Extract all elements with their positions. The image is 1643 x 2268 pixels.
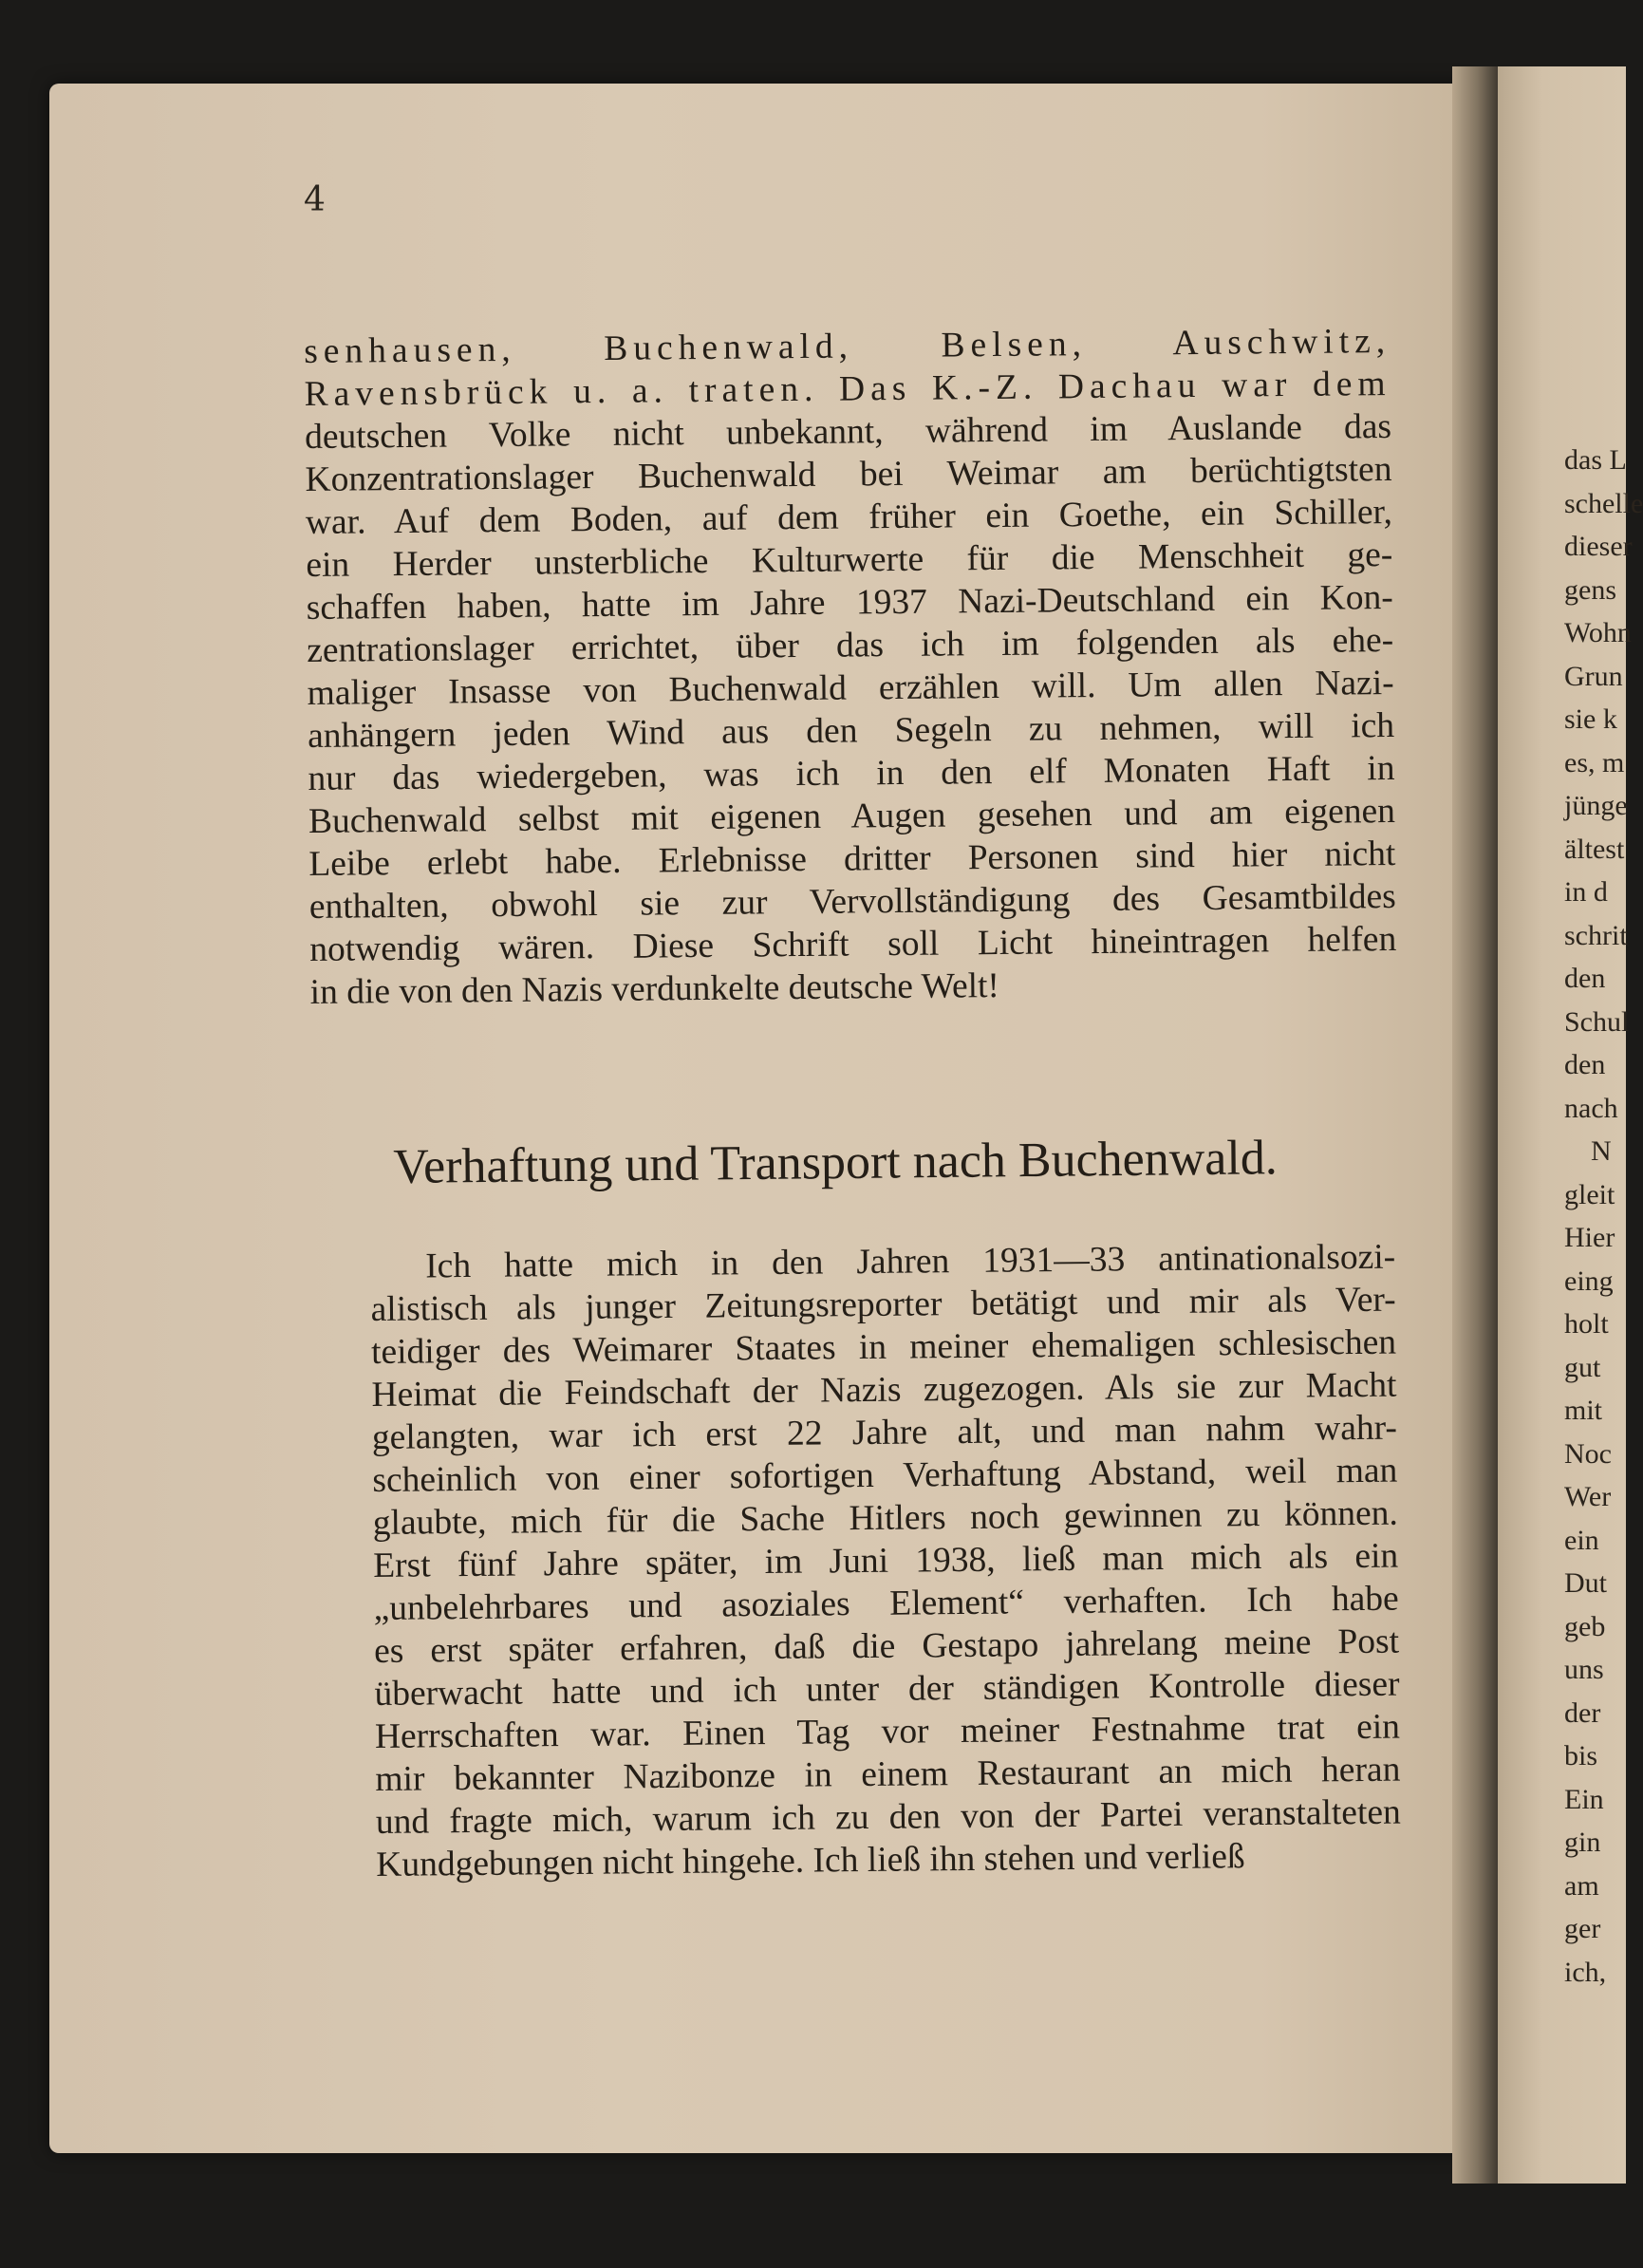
facing-text-line: ältest	[1564, 833, 1625, 865]
text-line: Konzentrationslager Buchenwald bei Weimar am berüchtigtsten	[305, 450, 1392, 499]
facing-text-line: Ein	[1564, 1783, 1604, 1815]
facing-text-line: Noc	[1564, 1437, 1612, 1470]
facing-text-line: mit	[1564, 1395, 1603, 1426]
text-line: Erst fünf Jahre später, im Juni 1938, ließ man mich als ein	[373, 1536, 1399, 1585]
text-line: notwendig wären. Diese Schrift soll Licht hineintragen helfen	[309, 919, 1397, 969]
facing-text-line: dieser	[1564, 531, 1633, 562]
facing-text-line: schelle	[1564, 487, 1643, 519]
section-heading: Verhaftung und Transport nach Buchenwald.	[393, 1131, 1279, 1194]
facing-text-line: Hier	[1564, 1222, 1615, 1253]
facing-text-line: gut	[1564, 1351, 1601, 1383]
facing-text-line: in d	[1564, 876, 1608, 908]
facing-text-line: sie k	[1564, 703, 1617, 735]
facing-text-line: uns	[1564, 1654, 1604, 1685]
facing-page	[1498, 66, 1643, 2184]
text-line: mir bekannter Nazibonze in einem Restaurant an mich heran	[375, 1750, 1401, 1799]
text-line: zentrationslager errichtet, über das ich im folgenden als ehe-	[307, 620, 1394, 670]
text-line: maliger Insasse von Buchenwald erzählen will. Um allen Nazi-	[307, 663, 1394, 713]
facing-text-line: Wohn	[1564, 617, 1632, 648]
facing-text-line: gin	[1564, 1827, 1601, 1858]
facing-text-line: geb	[1564, 1610, 1606, 1642]
facing-text-line: jünge	[1564, 790, 1628, 821]
facing-text-line: es, m	[1564, 746, 1625, 778]
facing-text-line: ein	[1564, 1524, 1599, 1556]
facing-text-line: Wer	[1564, 1481, 1612, 1512]
facing-text-line: Schul	[1564, 1005, 1630, 1038]
text-line: teidiger des Weimarer Staates in meiner ehemaligen schlesischen	[370, 1322, 1397, 1372]
facing-text-line: das L	[1564, 444, 1627, 476]
text-line: Heimat die Feindschaft der Nazis zugezogen. Als sie zur Macht	[371, 1365, 1397, 1415]
text-line: senhausen, Buchenwald, Belsen, Auschwitz,	[304, 322, 1391, 371]
facing-text-line: schrit	[1564, 919, 1628, 951]
facing-text-line: gens	[1564, 573, 1616, 606]
text-line: deutschen Volke nicht unbekannt, während im Auslande das	[304, 407, 1392, 457]
facing-text-line: den	[1564, 963, 1606, 994]
book-gutter	[1452, 66, 1500, 2184]
facing-text-line: den	[1564, 1049, 1606, 1080]
facing-text-line: Dut	[1564, 1567, 1607, 1599]
text-line: es erst später erfahren, daß die Gestapo jahrelang meine Post	[373, 1621, 1400, 1671]
text-line: Ich hatte mich in den Jahren 1931—33 antinationalsozi-	[425, 1237, 1396, 1286]
text-line: Buchenwald selbst mit eigenen Augen gesehen und am eigenen	[308, 791, 1396, 841]
text-line: in die von den Nazis verdunkelte deutsche Welt!	[309, 965, 1000, 1012]
text-line: Ravensbrück u. a. traten. Das K.-Z. Dachau war dem	[304, 365, 1391, 414]
text-line: schaffen haben, hatte im Jahre 1937 Nazi-Deutschland ein Kon-	[306, 577, 1393, 628]
text-line: war. Auf dem Boden, auf dem früher ein Goethe, ein Schiller,	[305, 493, 1393, 542]
facing-page-text	[1564, 439, 1643, 1994]
facing-text-line: der	[1564, 1696, 1601, 1729]
text-line: Kundgebungen nicht hingehe. Ich ließ ihn stehen und verließ	[376, 1837, 1245, 1884]
text-line: alistisch als junger Zeitungsreporter betätigt und mir als Ver-	[370, 1280, 1396, 1329]
text-line: enthalten, obwohl sie zur Vervollständigung des Gesamtbildes	[308, 876, 1396, 927]
text-line: gelangten, war ich erst 22 Jahre alt, und man nahm wahr-	[371, 1408, 1398, 1457]
facing-text-line: am	[1564, 1869, 1599, 1902]
facing-text-line: eing	[1564, 1265, 1614, 1297]
text-line: nur das wiedergeben, was ich in den elf Monaten Haft in	[308, 748, 1395, 798]
text-line: und fragte mich, warum ich zu den von der Partei veranstalteten	[375, 1792, 1401, 1842]
facing-text-line: holt	[1564, 1308, 1609, 1340]
facing-text-line: gleit	[1564, 1178, 1615, 1210]
facing-text-line: ger	[1564, 1913, 1601, 1944]
text-line: „unbelehrbares und asoziales Element“ verhaften. Ich habe	[373, 1579, 1399, 1628]
text-line: überwacht hatte und ich unter der ständigen Kontrolle dieser	[374, 1664, 1400, 1714]
page-number: 4	[304, 180, 326, 219]
facing-text-line: Grun	[1564, 660, 1623, 692]
facing-text-line: bis	[1564, 1740, 1598, 1771]
intro-paragraph	[304, 320, 1397, 1014]
facing-text-line: N	[1591, 1135, 1612, 1167]
facing-text-line: ich,	[1564, 1956, 1607, 1988]
text-line: anhängern jeden Wind aus den Segeln zu nehmen, will ich	[307, 705, 1395, 756]
facing-text-line: nach	[1564, 1092, 1618, 1124]
text-line: Leibe erlebt habe. Erlebnisse dritter Personen sind hier nicht	[308, 834, 1396, 884]
text-line: scheinlich von einer sofortigen Verhaftung Abstand, weil man	[372, 1451, 1398, 1500]
text-line: glaubte, mich für die Sache Hitlers noch gewinnen zu können.	[372, 1493, 1398, 1543]
body-paragraph	[370, 1236, 1401, 1886]
text-line: ein Herder unsterbliche Kulturwerte für die Menschheit ge-	[306, 534, 1393, 585]
text-line: Herrschaften war. Einen Tag vor meiner Festnahme trat ein	[374, 1707, 1401, 1756]
